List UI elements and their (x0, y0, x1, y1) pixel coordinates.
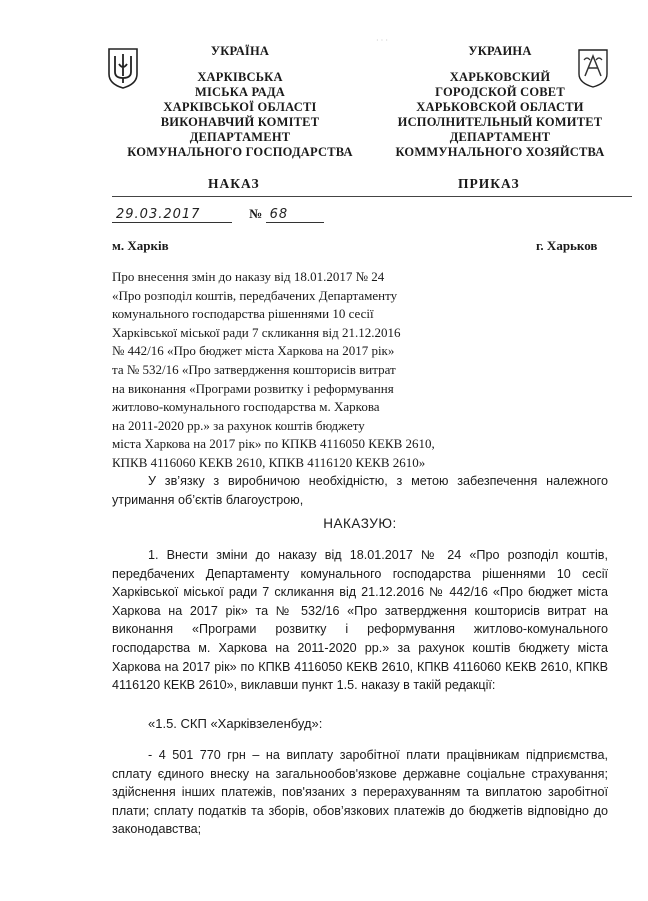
subject-line: на 2011-2020 рр.» за рахунок коштів бюджету (112, 417, 365, 433)
subject-line: КПКВ 4116060 КЕКВ 2610, КПКВ 4116120 КЕКВ 2610» (112, 454, 426, 470)
order-title-ru: ПРИКАЗ (458, 176, 520, 191)
order-directive-heading: НАКАЗУЮ: (323, 516, 397, 531)
header-right-line: ИСПОЛНИТЕЛЬНЫЙ КОМИТЕТ (397, 115, 603, 129)
header-right-line: ХАРЬКОВСКИЙ (449, 70, 551, 84)
city-ru: г. Харьков (536, 238, 598, 253)
header-left-line: КОМУНАЛЬНОГО ГОСПОДАРСТВА (127, 145, 353, 159)
header-left-line: ВИКОНАВЧИЙ КОМІТЕТ (160, 115, 320, 129)
header-right-line: ХАРЬКОВСКОЙ ОБЛАСТИ (416, 100, 584, 114)
order-item-1: 1. Внести зміни до наказу від 18.01.2017 № 24 «Про розподіл коштів, передбачених Департаменту комунального господарства рішеннями 10 сесії Харківської міської ради 7 скликання від 21.12.2016 № 442/16 «Про бюджет міста Харкова на 2017 рік» та № 532/16 «Про затвердження кошторисів витрат на виконання «Програми розвитку і реформування житлово-комунального господарства м. Харкова на 2011-2020 рр.» за рахунок коштів бюджету міста Харкова на 2017 рік» по КПКВ 4116050 КЕКВ 2610, КПКВ 4116060 КЕКВ 2610, КПКВ 4116120 КЕКВ 2610», виклавши пункт 1.5. наказу в такій редакції: (112, 548, 608, 693)
number-label: № (249, 206, 263, 221)
header-right (380, 44, 620, 160)
subject-line: «Про розподіл коштів, передбачених Департаменту (112, 287, 398, 303)
subject-line: комунального господарства рішеннями 10 сесії (112, 306, 374, 322)
order-title-ua: НАКАЗ (208, 176, 260, 191)
header-left-line: ХАРКІВСЬКОЇ ОБЛАСТІ (163, 100, 317, 114)
header-left-line: ДЕПАРТАМЕНТ (189, 130, 291, 144)
header-left-line: МІСЬКА РАДА (194, 85, 286, 99)
subject-line: Харківської міської ради 7 скликання від 21.12.2016 (112, 324, 401, 340)
header-right-line: ГОРОДСКОЙ СОВЕТ (435, 85, 565, 99)
country-ua: УКРАЇНА (210, 44, 270, 58)
header-divider (112, 196, 632, 197)
preamble: У зв’язку з виробничою необхідністю, з метою забезпечення належного утримання об’єктів благоустрою, (112, 474, 608, 507)
country-ru: УКРАИНА (468, 44, 532, 58)
order-number: 68 (266, 207, 324, 223)
header-left-line: ХАРКІВСЬКА (197, 70, 283, 84)
sub-item-1-5: «1.5. СКП «Харківзеленбуд»: (148, 716, 323, 731)
order-subject (112, 268, 532, 473)
header-left (120, 44, 360, 160)
subject-line: міста Харкова на 2017 рік» по КПКВ 4116050 КЕКВ 2610, (112, 436, 435, 452)
subject-line: та № 532/16 «Про затвердження кошторисів витрат (112, 361, 396, 377)
subject-line: житлово-комунального господарства м. Харкова (112, 399, 380, 415)
order-date: 29.03.2017 (112, 207, 232, 223)
scan-mark: · · · (376, 36, 388, 45)
city-ua: м. Харків (112, 238, 169, 253)
subject-line: Про внесення змін до наказу від 18.01.2017 № 24 (112, 269, 385, 284)
date-number-line (112, 206, 324, 223)
header-right-line: ДЕПАРТАМЕНТ (449, 130, 551, 144)
allocation-paragraph: - 4 501 770 грн – на виплату заробітної плати працівникам підприємства, сплату єдиного внеску на загальнообов'язкове державне соціальне страхування; здійснення інших платежів, пов'язаних з перерахуванням та виплатою заробітної плати; сплату податків та зборів, обов’язкових платежів до бюджетів відповідно до законодавства; (112, 748, 608, 837)
subject-line: № 442/16 «Про бюджет міста Харкова на 2017 рік» (112, 343, 395, 359)
subject-line: на виконання «Програми розвитку і реформування (112, 380, 394, 396)
header-right-line: КОММУНАЛЬНОГО ХОЗЯЙСТВА (395, 145, 605, 159)
